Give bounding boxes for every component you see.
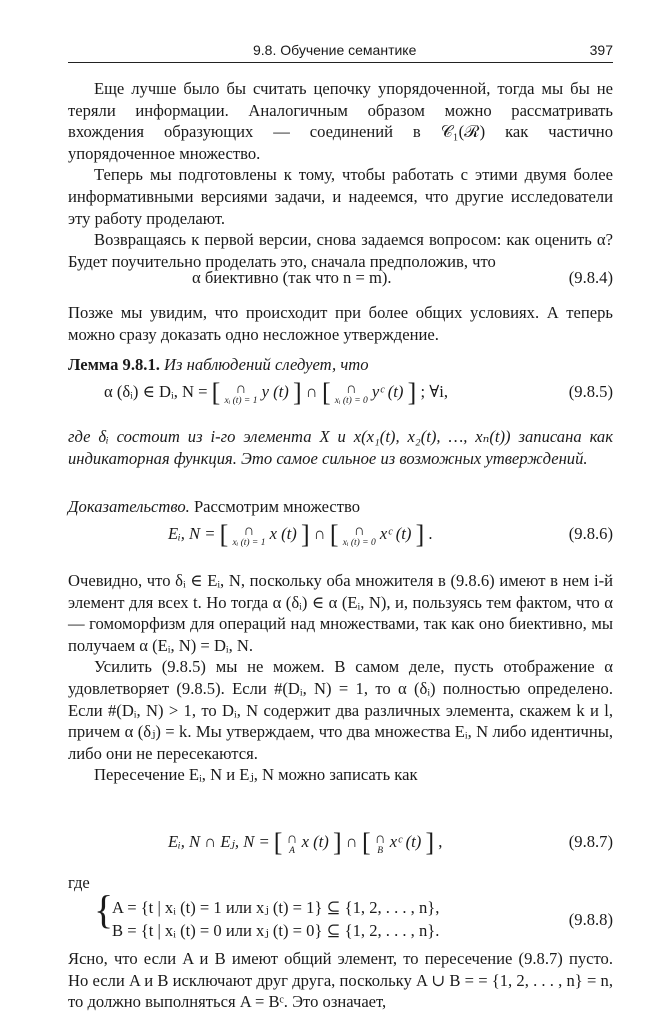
lemma-continuation <box>68 426 613 469</box>
eq-term-1: y (t) <box>261 382 289 401</box>
header-rule <box>68 62 613 63</box>
eq-mid: ∩ <box>305 382 318 401</box>
left-brace: { <box>94 887 114 932</box>
equation-9-8-7: Eᵢ, N ∩ Eⱼ, N = [ ∩ A x (t) ] ∩ [ ∩ B xᶜ (t) ] , (9.8.7) <box>168 828 613 857</box>
lemma-statement: Из наблюдений следует, что <box>164 355 369 374</box>
equation-9-8-6: Eᵢ, N = [ ∩ xᵢ (t) = 1 x (t) ] ∩ [ ∩ xᵢ (t) = 0 xᶜ (t) ] . (9.8.6) <box>168 520 613 549</box>
proof-label: Доказательство. <box>68 497 190 516</box>
eq-lhs: Eᵢ, N ∩ Eⱼ, N = <box>168 832 270 851</box>
eq-lhs: Eᵢ, N = <box>168 524 216 543</box>
eq-term-1: x (t) <box>269 524 297 543</box>
intersection-operator-2: ∩ xᵢ (t) = 0 <box>334 381 368 406</box>
intersection-operator-2: ∩ B <box>374 831 386 856</box>
eq-tail: ; ∀i, <box>420 382 448 401</box>
equation-9-8-8 <box>68 887 613 944</box>
eq-term-2: xᶜ (t) <box>389 832 422 851</box>
page-number: 397 <box>589 42 613 58</box>
equation-number: (9.8.5) <box>568 382 613 401</box>
equation-number: (9.8.4) <box>568 268 613 287</box>
equation-body: α биективно (так что n = m). <box>192 268 392 287</box>
eq-lhs: α (δᵢ) ∈ Dᵢ, N = <box>104 382 208 401</box>
equation-9-8-5: α (δᵢ) ∈ Dᵢ, N = [ ∩ xᵢ (t) = 1 y (t) ] ∩ [ ∩ xᵢ (t) = 0 yᶜ (t) ] ; ∀i, (9.8.5) <box>104 378 613 407</box>
text-block-middle <box>68 570 613 786</box>
lemma-heading <box>68 354 613 376</box>
running-header <box>68 42 613 64</box>
equation-number: (9.8.6) <box>568 524 613 543</box>
where-label: где <box>68 873 90 892</box>
intersection-operator: ∩ xᵢ (t) = 1 <box>224 381 258 406</box>
eq-term-2: yᶜ (t) <box>371 382 404 401</box>
book-page <box>68 0 613 1012</box>
paragraph-2: Теперь мы подготовлены к тому, чтобы работать с этими двумя более информативными версиями задачи, и надеемся, что другие исследователи эту работу проделают. <box>68 165 613 228</box>
paragraph-8: Ясно, что если A и B имеют общий элемент, то пересечение (9.8.7) пусто. Но если A и B исключают друг друга, поскольку A ∪ B = = {1, 2, . . . , n} = n, то должно выполняться A = Bᶜ. Это означает, <box>68 949 613 1012</box>
paragraph-3: Возвращаясь к первой версии, снова задаемся вопросом: как оценить α? Будет поучительно проделать это, сначала предположив, что <box>68 230 613 271</box>
equation-number: (9.8.7) <box>568 832 613 851</box>
intersection-operator: ∩ xᵢ (t) = 1 <box>232 523 266 548</box>
paragraph-7: Пересечение Eᵢ, N и Eⱼ, N можно записать как <box>94 765 418 785</box>
text-block-top <box>68 78 613 272</box>
lemma-label: Лемма 9.8.1. <box>68 355 160 374</box>
text-block-after-984 <box>68 302 613 345</box>
eq-term-1: x (t) <box>301 832 329 851</box>
text-block-bottom <box>68 948 613 1013</box>
lemma-text: где δᵢ состоит из i-го элемента X и x(x₁(t), x₂(t), …, xₙ(t)) записана как индикаторная функция. Это самое сильное из возможных утверждений. <box>68 427 613 468</box>
paragraph-5: Очевидно, что δᵢ ∈ Eᵢ, N, поскольку оба множителя в (9.8.6) имеют в нем i-й элемент для всех t. Но тогда α (δᵢ) ∈ α (Eᵢ, N), и, пользуясь тем фактом, что α — гомоморфизм для операций над множествами, так как оно биективно, мы получаем α (Eᵢ, N) = Dᵢ, N. <box>68 571 613 655</box>
paragraph-1: Еще лучше было бы считать цепочку упорядоченной, тогда мы бы не теряли информации. Аналогичным образом можно рассматривать вхождения образующих — соединений в 𝒞₁(ℛ) как частично упорядоченное множество. <box>68 79 613 163</box>
section-title: 9.8. Обучение семантике <box>253 42 417 58</box>
proof-heading <box>68 496 613 518</box>
intersection-operator-2: ∩ xᵢ (t) = 0 <box>342 523 376 548</box>
proof-text: Рассмотрим множество <box>193 497 361 516</box>
eq-line-1: A = {t | xᵢ (t) = 1 или xⱼ (t) = 1} ⊆ {1, 2, . . . , n}, <box>112 898 440 917</box>
paragraph-4: Позже мы увидим, что происходит при более общих условиях. А теперь можно сразу доказать одно несложное утверждение. <box>68 303 613 344</box>
eq-term-2: xᶜ (t) <box>379 524 412 543</box>
paragraph-6: Усилить (9.8.5) мы не можем. В самом деле, пусть отображение α удовлетворяет (9.8.5). Если #(Dᵢ, N) = 1, то α (δᵢ) полностью определено. Если #(Dᵢ, N) > 1, то Dᵢ, N содержит два различных элемента, скажем k и l, причем α (δⱼ) = k. Мы утверждаем, что два множества Eᵢ, N либо идентичны, либо они не пересекаются. <box>68 657 613 763</box>
equation-number: (9.8.8) <box>568 910 613 929</box>
intersection-operator: ∩ A <box>286 831 298 856</box>
eq-line-2: B = {t | xᵢ (t) = 0 или xⱼ (t) = 0} ⊆ {1, 2, . . . , n}. <box>112 921 440 940</box>
